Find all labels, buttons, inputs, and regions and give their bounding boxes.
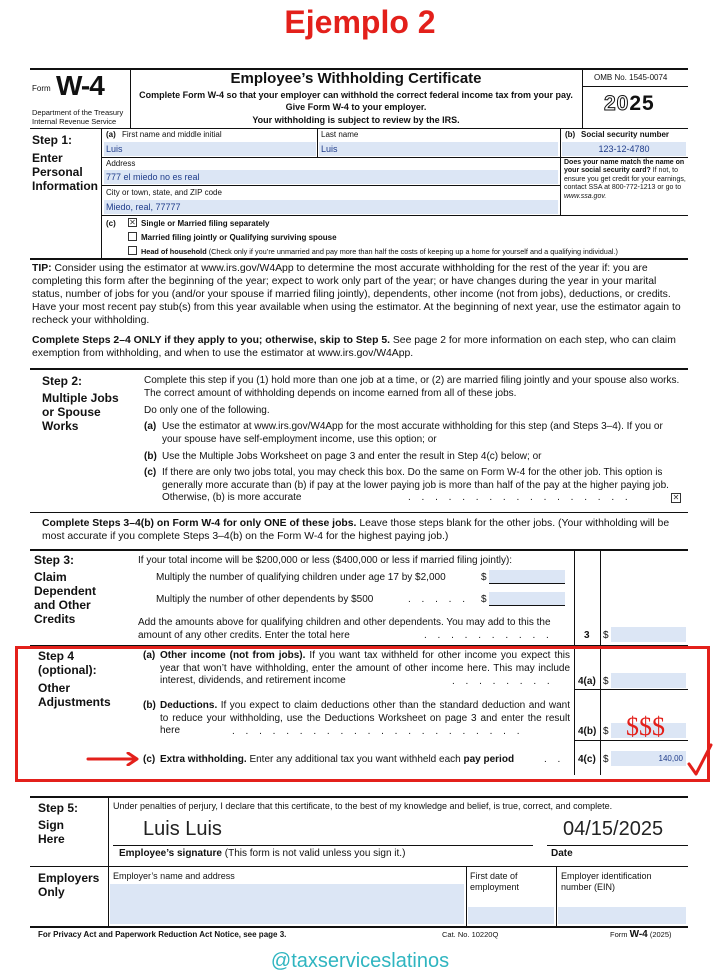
sig-label-rest: (This form is not valid unless you sign it.) [224, 848, 406, 859]
step3-add-text: Add the amounts above for qualifying children and other dependents. You may add to this the amount of any other credits. Enter the total here [138, 617, 551, 641]
first-name-field[interactable]: Luis [104, 142, 316, 156]
filing-single-label [141, 219, 269, 228]
dollar-signs-annotation: $$$ [626, 712, 665, 741]
qualifying-children-field[interactable] [489, 570, 565, 584]
line-3-field[interactable] [611, 627, 686, 642]
step3-title-2: Dependent [34, 584, 97, 598]
step4-c-bold: Extra withholding. [160, 754, 247, 765]
city-field[interactable]: Miedo, real, 77777 [104, 200, 558, 214]
step5-label: Step 5: [38, 801, 79, 815]
tag-c: (c) [106, 219, 116, 228]
step4-a-rest: If you want tax withheld for other income you expect this year that won’t have withholding, enter the amount of other income here. This may include interest, dividends, and retirement income [160, 650, 571, 686]
step4-c-tag: (c) [143, 754, 156, 765]
step2-title-2: or Spouse [42, 405, 101, 419]
steps34-rest: Leave those steps blank for the other jobs. (Your withholding will be most accurate if you complete Steps 3–4(b) on the Form W-4 for the highest paying job.) [42, 518, 670, 542]
filing-single-checkbox[interactable]: ✕ [129, 218, 136, 227]
step4-label: Step 4 [38, 649, 75, 663]
form-year [604, 92, 655, 116]
line-4c-dollar: $ [603, 754, 609, 765]
footer-form-word: Form [610, 930, 628, 939]
step4-a-dots: . . . . . . . . [452, 676, 554, 687]
ssn-field[interactable]: 123-12-4780 [562, 142, 686, 156]
step2-title-3: Works [42, 419, 79, 433]
year-bold: 25 [629, 92, 655, 115]
name-match-rest: If not, to ensure you get credit for your earnings, contact SSA at 800-772-1213 or go to [564, 167, 686, 192]
employers-title-1: Employers [38, 871, 100, 885]
step4-optional: (optional): [38, 663, 97, 677]
step4-a-tag: (a) [143, 650, 156, 661]
step1-label: Step 1: [32, 133, 73, 147]
omb-number: OMB No. 1545-0074 [594, 73, 668, 82]
step2-b-text: Use the Multiple Jobs Worksheet on page 3 and enter the result in Step 4(c) below; or [162, 451, 542, 462]
first-date-label-1: First date of [470, 871, 518, 881]
steps34-note [42, 517, 686, 543]
step3-label: Step 3: [34, 553, 75, 567]
step4-c-rest: Enter any additional tax you want withheld each [249, 754, 461, 765]
step4-c-dots: . . [544, 754, 565, 765]
filing-single-text: Single or Married filing separately [141, 219, 270, 228]
tip-text: Consider using the estimator at www.irs.gov/W4App to determine the most accurate withholding for the rest of the year if: you are completing this form after the beginning of the year; expect to work only part of the year; or have changes during the year in your marital status, number of jobs for you (and/or your spouse if married filing jointly), dependents, other income (not from jobs), deductions, or credits. Have your most recent pay stub(s) from this year available when using the estimator. At the beginning of next year, use the estimator again to recheck your withholding. [32, 263, 681, 326]
step2-c-tag: (c) [144, 467, 157, 478]
employer-name-label: Employer’s name and address [113, 871, 235, 881]
step1-title-2: Personal [32, 165, 83, 179]
footer-form-id [610, 929, 672, 940]
other-dependents-field[interactable] [489, 592, 565, 606]
step2-b-tag: (b) [144, 451, 157, 462]
step3-line2-dots: . . . . . [408, 594, 470, 605]
step2-label: Step 2: [42, 374, 83, 388]
complete-steps-note [32, 334, 684, 360]
social-handle: @taxserviceslatinos [270, 950, 450, 972]
step2-c-text: If there are only two jobs total, you may check this box. Do the same on Form W-4 for the other job. This option is generally more accurate than (b) if pay at the lower paying job is more than half of the pay at the higher paying job. Otherwise, (b) is more accurate [162, 467, 669, 503]
name-match-bold: Does your name match the name on your social security card? [564, 159, 685, 175]
form-instruction-1: Complete Form W-4 so that your employer can withhold the correct federal income tax from your pay. [139, 90, 573, 100]
ssn-label: Social security number [581, 130, 670, 139]
line-4b-dollar: $ [603, 726, 609, 737]
complete-bold: Complete Steps 2–4 ONLY if they apply to you; otherwise, skip to Step 5. [32, 335, 390, 346]
hoh-bold: Head of household [141, 247, 207, 256]
step3-line1: Multiply the number of qualifying children under age 17 by $2,000 [156, 572, 446, 583]
ein-label-1: Employer identification [561, 871, 652, 881]
form-title: Employee’s Withholding Certificate [230, 70, 482, 87]
line-4b-number: 4(b) [578, 726, 597, 737]
first-date-label-2: employment [470, 882, 520, 892]
step3-title-3: and Other [34, 598, 91, 612]
line-3-number: 3 [584, 630, 590, 641]
filing-hoh-label [141, 247, 618, 256]
city-label: City or town, state, and ZIP code [106, 188, 222, 197]
employers-title-2: Only [38, 885, 65, 899]
line-4a-dollar: $ [603, 676, 609, 687]
step4-b-rest: If you expect to claim deductions other than the standard deduction and want to reduce your withholding, use the Deductions Worksheet on page 3 and enter the result here [160, 700, 571, 736]
step3-add-dots: . . . . . . . . . . [424, 630, 553, 641]
step4-b-dots: . . . . . . . . . . . . . . . . . . . . . . [232, 726, 524, 737]
footer-year: (2025) [649, 930, 672, 939]
dept-label: Department of the Treasury [32, 108, 124, 117]
filing-married-checkbox[interactable] [128, 232, 137, 241]
signature-field[interactable]: Luis Luis [143, 818, 222, 840]
red-arrow-icon [86, 752, 142, 766]
signature-label [119, 848, 405, 861]
date-field[interactable]: 04/15/2025 [563, 818, 664, 840]
form-name: W-4 [56, 70, 104, 101]
form-word: Form [32, 84, 51, 93]
step2-title-1: Multiple Jobs [42, 391, 119, 405]
privacy-notice: For Privacy Act and Paperwork Reduction Act Notice, see page 3. [38, 930, 287, 939]
step5-title-1: Sign [38, 818, 64, 832]
address-field[interactable]: 777 el miedo no es real [104, 170, 558, 184]
first-name-label: First name and middle initial [122, 130, 222, 139]
step3-line1-dollar: $ [481, 572, 487, 583]
steps34-bold: Complete Steps 3–4(b) on Form W-4 for only ONE of these jobs. [42, 518, 357, 529]
ssa-link[interactable]: www.ssa.gov. [564, 192, 607, 200]
tag-b: (b) [565, 130, 576, 139]
perjury-statement: Under penalties of perjury, I declare that this certificate, to the best of my knowledge and belief, is true, correct, and complete. [113, 801, 613, 811]
complete-rest: See page 2 for more information on each step, who can claim exemption from withholding, and when to use the estimator at www.irs.gov/W4App. [32, 335, 676, 359]
step3-line2: Multiply the number of other dependents by $500 [156, 594, 374, 605]
employer-name-field[interactable] [110, 884, 464, 924]
step4-title-1: Other [38, 681, 71, 695]
address-label: Address [106, 159, 136, 168]
hoh-rest: (Check only if you’re unmarried and pay more than half the costs of keeping up a home for yourself and a qualifying individual.) [208, 247, 618, 256]
step3-title-1: Claim [34, 570, 67, 584]
step4-b-bold: Deductions. [160, 700, 218, 711]
two-jobs-checkbox[interactable]: ✕ [672, 493, 680, 502]
footer-form-name: W-4 [629, 929, 648, 940]
step2-a-tag: (a) [144, 421, 157, 432]
name-match-note [564, 159, 686, 201]
last-name-field[interactable]: Luis [319, 142, 558, 156]
step3-intro: If your total income will be $200,000 or less ($400,000 or less if married filing jointly): [138, 555, 513, 566]
step4-c-bold2: pay period [463, 754, 515, 765]
step1-title-1: Enter [32, 151, 63, 165]
step2-a-text: Use the estimator at www.irs.gov/W4App for the most accurate withholding for this step (and Steps 3–4). If you or your spouse have self-employment income, use this option; or [162, 421, 663, 445]
filing-married-label: Married filing jointly or Qualifying surviving spouse [141, 233, 337, 242]
step3-line2-dollar: $ [481, 594, 487, 605]
line-4c-number: 4(c) [578, 754, 596, 765]
line-4c-field[interactable]: 140,00 [611, 751, 686, 766]
form-instruction-3: Your withholding is subject to review by the IRS. [252, 115, 460, 125]
red-checkmark-icon [686, 742, 714, 778]
step5-title-2: Here [38, 832, 65, 846]
step2-intro: Complete this step if you (1) hold more than one job at a time, or (2) are married filing jointly and your spouse also works. The correct amount of withholding depends on income earned from all of these jobs. [144, 375, 680, 399]
last-name-label: Last name [321, 130, 359, 139]
step4-b-tag: (b) [143, 700, 156, 711]
tip-paragraph [32, 262, 684, 327]
sig-label-bold: Employee’s signature [119, 848, 222, 859]
step4-a-bold: Other income (not from jobs). [160, 650, 306, 661]
page-title: Ejemplo 2 [284, 4, 436, 40]
year-outline: 20 [604, 92, 630, 115]
tip-label: TIP: [32, 263, 52, 274]
line-3-dollar: $ [603, 630, 609, 641]
step4-title-2: Adjustments [38, 695, 111, 709]
ein-field[interactable] [558, 907, 686, 924]
line-4a-number: 4(a) [578, 676, 596, 687]
cat-number: Cat. No. 10220Q [442, 930, 499, 939]
form-instruction-2: Give Form W-4 to your employer. [285, 102, 427, 112]
step1-title-3: Information [32, 179, 98, 193]
filing-hoh-checkbox[interactable] [128, 246, 137, 255]
ein-label-2: number (EIN) [561, 882, 616, 892]
step2-c-dots: . . . . . . . . . . . . . . . . . [408, 492, 632, 503]
date-label: Date [551, 848, 573, 859]
first-date-field[interactable] [468, 907, 554, 924]
tag-a: (a) [106, 130, 116, 139]
step2-do-only: Do only one of the following. [144, 405, 270, 416]
step3-title-4: Credits [34, 612, 76, 626]
irs-label: Internal Revenue Service [32, 117, 117, 126]
